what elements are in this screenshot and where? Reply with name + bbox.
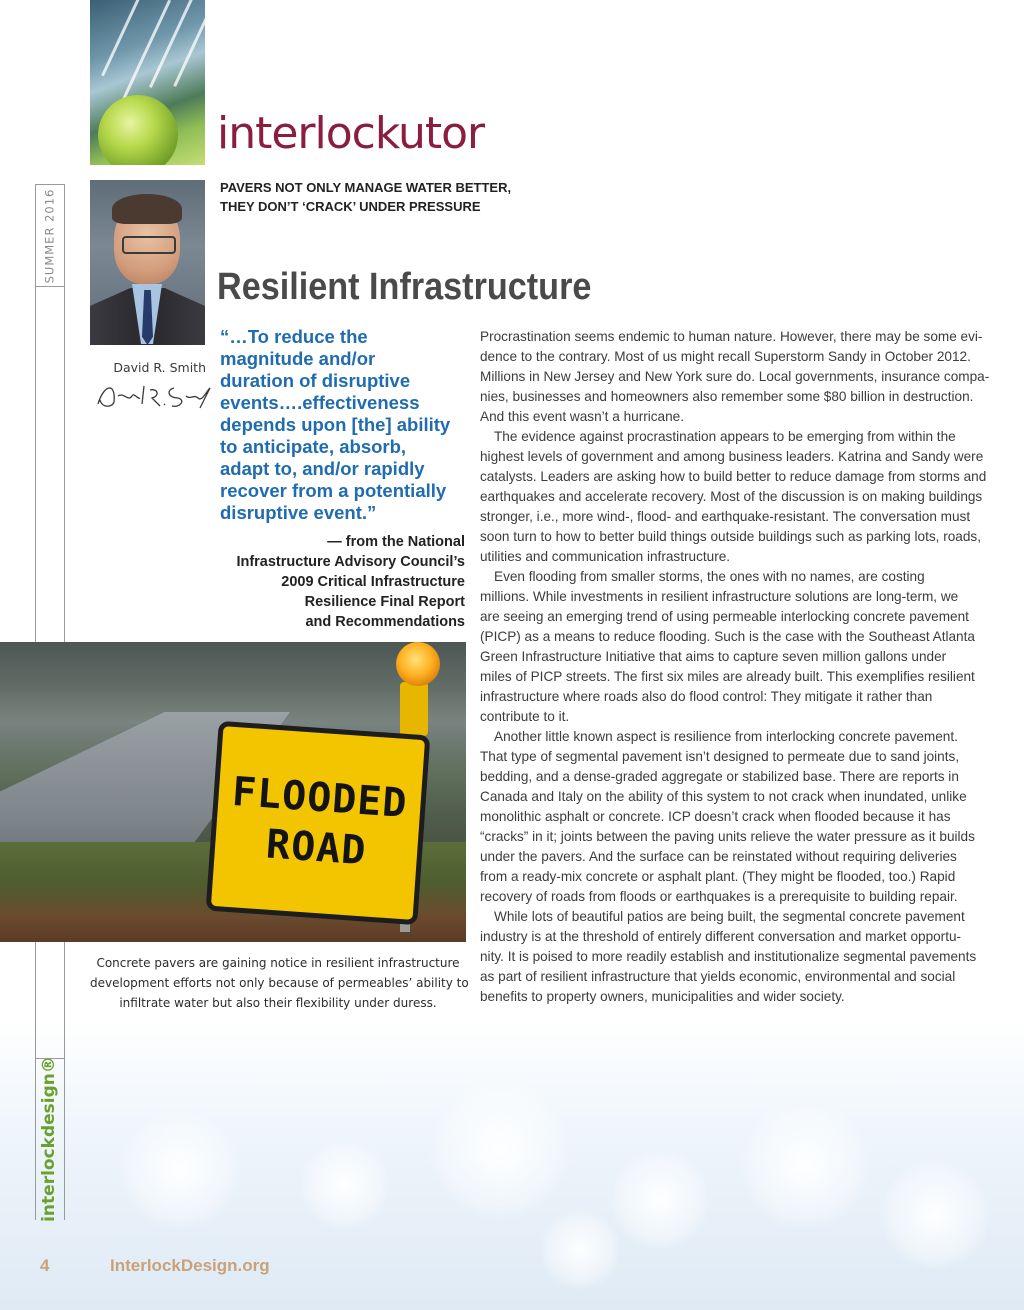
- article-line: from a ready-mix concrete or asphalt plant. (They might be flooded, too.) Rapid: [480, 869, 956, 884]
- article-line: benefits to property owners, municipalities and wider society.: [480, 989, 845, 1004]
- pull-quote-line: depends upon [the] ability: [220, 414, 451, 435]
- article-line: monolithic asphalt or concrete. ICP doesn’t crack when flooded because it has: [480, 809, 951, 824]
- warning-lamp-icon: [396, 642, 440, 686]
- quote-attribution: [200, 532, 465, 632]
- sign-line: FLOODED: [230, 768, 409, 828]
- page-number: 4: [40, 1256, 50, 1275]
- article-line: While lots of beautiful patios are being built, the segmental concrete pavement: [494, 909, 965, 924]
- pull-quote-line: adapt to, and/or rapidly: [220, 458, 425, 479]
- article-line: Millions in New Jersey and New York sure do. Local governments, insurance compa-: [480, 369, 990, 384]
- article-line: stronger, i.e., more wind-, flood- and earthquake-resistant. The conversation must: [480, 509, 971, 524]
- article-line: under the pavers. And the surface can be reinstated without requiring deliveries: [480, 849, 957, 864]
- article-line: infrastructure where roads also do flood control: They mitigate it rather than: [480, 689, 933, 704]
- article-line: dence to the contrary. Most of us might recall Superstorm Sandy in October 2012.: [480, 349, 971, 364]
- article-line: catalysts. Leaders are asking how to build better to reduce damage from storms and: [480, 469, 987, 484]
- pull-quote-line: recover from a potentially: [220, 480, 447, 501]
- pull-quote-line: to anticipate, absorb,: [220, 436, 407, 457]
- rain-photo: [90, 0, 205, 165]
- article-line: Procrastination seems endemic to human nature. However, there may be some evi-: [480, 329, 983, 344]
- article-line: The evidence against procrastination appears to be emerging from within the: [494, 429, 956, 444]
- article-line: miles of PICP streets. The first six miles are already built. This exemplifies resilient: [480, 669, 975, 684]
- attribution-line: 2009 Critical Infrastructure: [281, 574, 465, 590]
- article-line: recovery of roads from floods or earthquakes is a prerequisite to building repair.: [480, 889, 958, 904]
- author-portrait: [90, 180, 205, 345]
- article-line: are seeing an emerging trend of using permeable interlocking concrete pavement: [480, 609, 969, 624]
- sign-line: ROAD: [264, 821, 368, 875]
- article-line: And this event wasn’t a hurricane.: [480, 409, 685, 424]
- issue-season: SUMMER 2016: [42, 188, 56, 284]
- article-title: Resilient Infrastructure: [217, 266, 592, 308]
- magazine-logo: interlockdesign®: [39, 1056, 59, 1222]
- author-name: David R. Smith: [113, 360, 206, 375]
- caption-line: development efforts not only because of permeables’ ability to: [90, 976, 469, 990]
- author-signature: [94, 378, 218, 412]
- article-line: soon turn to how to better build things outside buildings such as parking lots, roads,: [480, 529, 982, 544]
- article-line: millions. While investments in resilient infrastructure solutions are long-term, we: [480, 589, 959, 604]
- flooded-road-photo: [0, 642, 466, 942]
- column-name: interlockutor: [217, 108, 485, 159]
- attribution-line: — from the National: [327, 534, 465, 550]
- caption-line: Concrete pavers are gaining notice in resilient infrastructure: [96, 956, 460, 970]
- article-line: utilities and communication infrastructure.: [480, 549, 731, 564]
- pull-quote-line: events….effectiveness: [220, 392, 420, 413]
- article-line: highest levels of government and among business leaders. Katrina and Sandy were: [480, 449, 984, 464]
- article-line: as part of resilient infrastructure that yields economic, environmental and social: [480, 969, 956, 984]
- pull-quote-line: disruptive event.”: [220, 502, 377, 523]
- subhead: [220, 178, 580, 216]
- subhead-line: PAVERS NOT ONLY MANAGE WATER BETTER,: [220, 180, 512, 195]
- article-line: contribute to it.: [480, 709, 570, 724]
- flooded-road-sign: [206, 721, 431, 925]
- article-body: [480, 327, 990, 1007]
- attribution-line: Infrastructure Advisory Council’s: [236, 554, 465, 570]
- pull-quote-line: magnitude and/or: [220, 348, 376, 369]
- attribution-line: Resilience Final Report: [304, 594, 465, 610]
- caption-line: infiltrate water but also their flexibility under duress.: [119, 996, 437, 1010]
- article-line: (PICP) as a means to reduce flooding. Such is the case with the Southeast Atlanta: [480, 629, 975, 644]
- article-line: Green Infrastructure Initiative that aims to capture seven million gallons under: [480, 649, 947, 664]
- attribution-line: and Recommendations: [305, 614, 465, 630]
- article-line: nity. It is poised to more readily establish and institutionalize segmental pavements: [480, 949, 977, 964]
- pull-quote-line: “…To reduce the: [220, 326, 368, 347]
- rail-divider: [35, 286, 64, 287]
- website-link[interactable]: InterlockDesign.org: [110, 1256, 270, 1275]
- article-line: Canada and Italy on the ability of this system to not crack when inundated, unlike: [480, 789, 967, 804]
- subhead-line: THEY DON’T ‘CRACK’ UNDER PRESSURE: [220, 199, 481, 214]
- pull-quote: [220, 326, 470, 524]
- article-line: Another little known aspect is resilience from interlocking concrete pavement.: [494, 729, 958, 744]
- pull-quote-line: duration of disruptive: [220, 370, 411, 391]
- article-line: That type of segmental pavement isn’t designed to permeate due to sand joints,: [480, 749, 960, 764]
- article-line: industry is at the threshold of entirely different conversation and market opportu-: [480, 929, 962, 944]
- article-line: “cracks” in it; joints between the paving units relieve the water pressure as it builds: [480, 829, 975, 844]
- article-line: earthquakes and accelerate recovery. Most of the discussion is on making buildings: [480, 489, 983, 504]
- article-line: Even flooding from smaller storms, the ones with no names, are costing: [494, 569, 925, 584]
- photo-caption: [90, 953, 469, 1013]
- article-line: bedding, and a dense-graded aggregate or stabilized base. There are reports in: [480, 769, 959, 784]
- article-line: nies, businesses and homeowners also remember some $80 billion in destruction.: [480, 389, 974, 404]
